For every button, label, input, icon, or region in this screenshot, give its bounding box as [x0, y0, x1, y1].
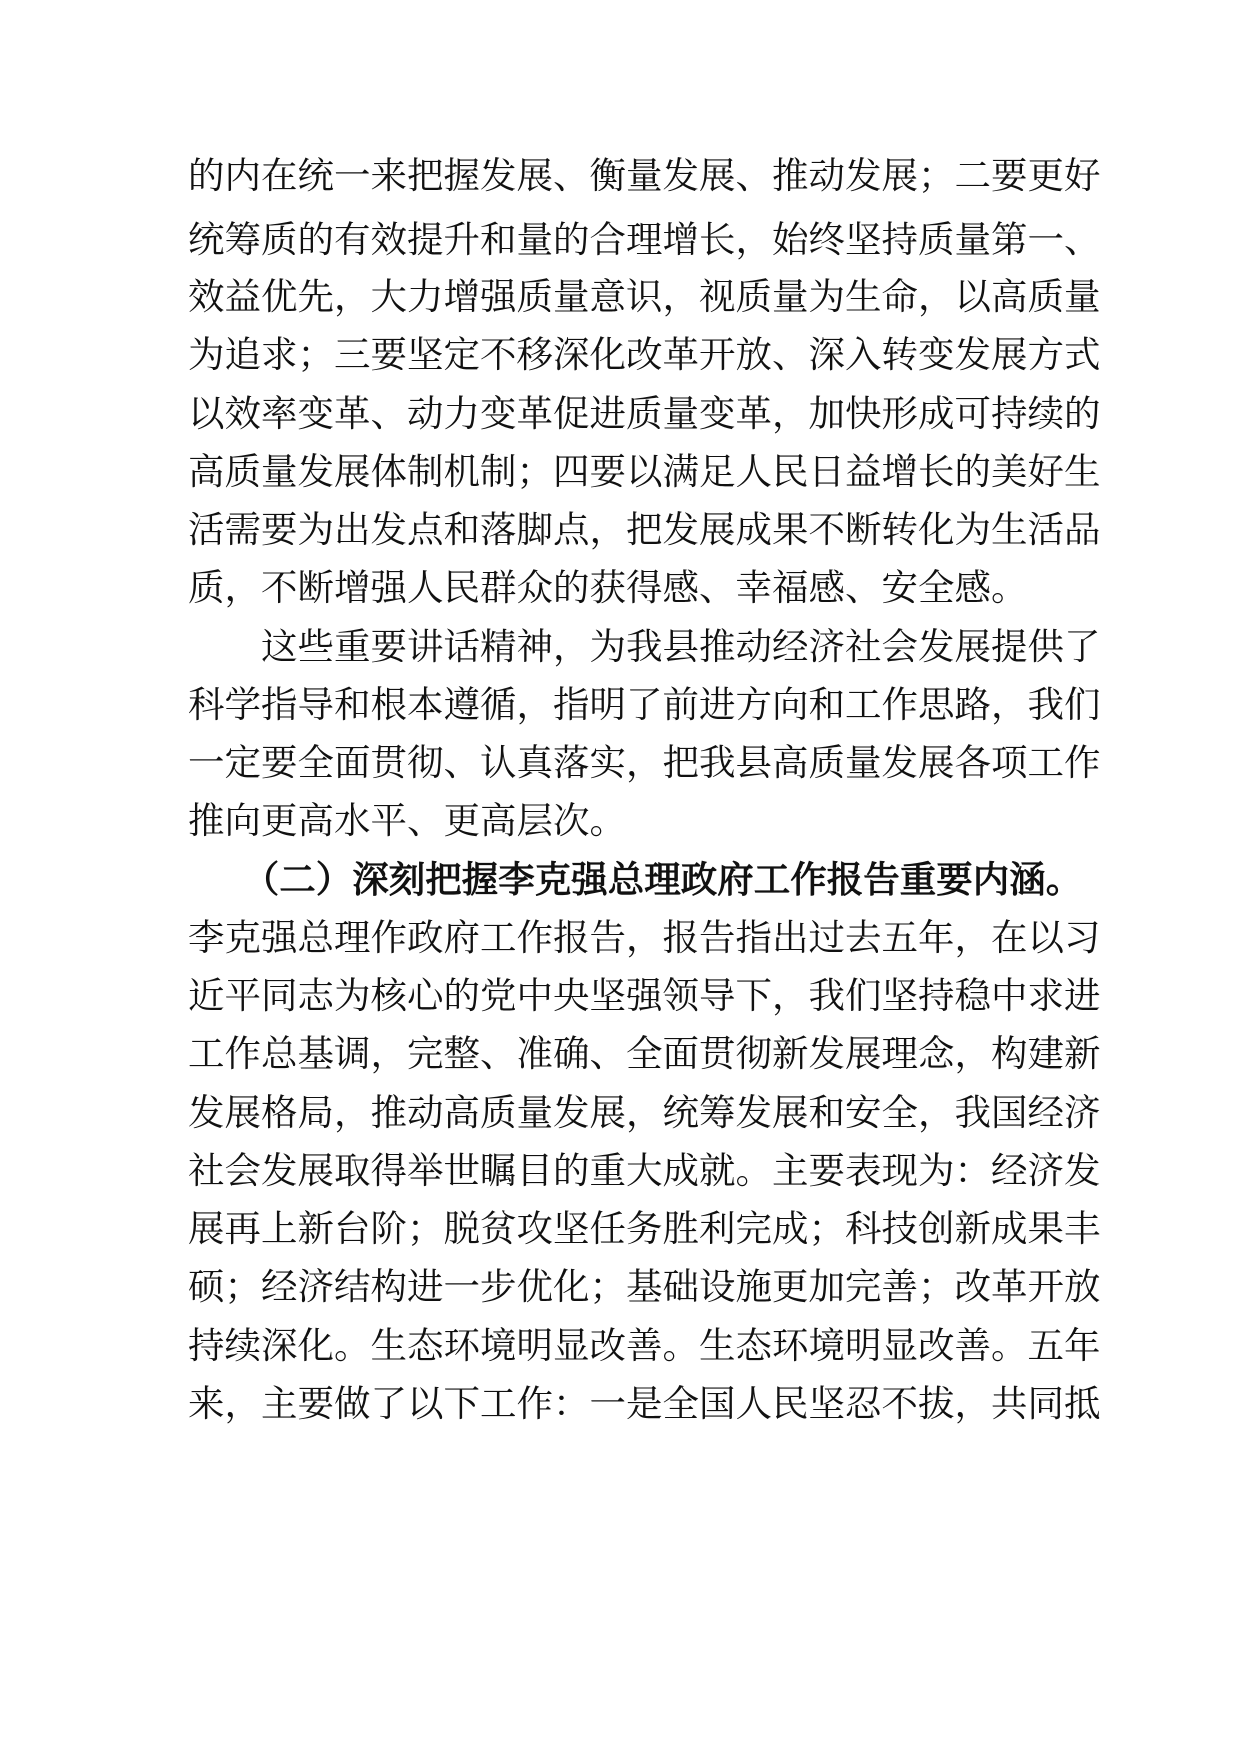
text-line: 一定要全面贯彻、认真落实，把我县高质量发展各项工作 — [188, 741, 1101, 784]
text-line: 的内在统一来把握发展、衡量发展、推动发展；二要更好 — [188, 154, 1101, 197]
section-heading: （二）深刻把握李克强总理政府工作报告重要内涵。 — [188, 858, 1083, 901]
text-line: 统筹质的有效提升和量的合理增长，始终坚持质量第一、 — [188, 218, 1101, 261]
text-line: 李克强总理作政府工作报告，报告指出过去五年，在以习 — [188, 916, 1101, 959]
text-line: 硕；经济结构进一步优化；基础设施更加完善；改革开放 — [188, 1265, 1101, 1308]
text-line: 活需要为出发点和落脚点，把发展成果不断转化为生活品 — [188, 508, 1101, 551]
text-line: 近平同志为核心的党中央坚强领导下，我们坚持稳中求进 — [188, 974, 1101, 1017]
text-line: 持续深化。生态环境明显改善。生态环境明显改善。五年 — [188, 1324, 1101, 1367]
text-line: 社会发展取得举世瞩目的重大成就。主要表现为：经济发 — [188, 1149, 1101, 1192]
text-line: 科学指导和根本遵循，指明了前进方向和工作思路，我们 — [188, 683, 1101, 726]
text-line: 展再上新台阶；脱贫攻坚任务胜利完成；科技创新成果丰 — [188, 1207, 1101, 1250]
text-line: 以效率变革、动力变革促进质量变革，加快形成可持续的 — [188, 392, 1101, 435]
text-line: 推向更高水平、更高层次。 — [188, 799, 626, 842]
text-line: 质，不断增强人民群众的获得感、幸福感、安全感。 — [188, 566, 1028, 609]
text-line: 来，主要做了以下工作：一是全国人民坚忍不拔，共同抵 — [188, 1382, 1101, 1425]
text-line: 为追求；三要坚定不移深化改革开放、深入转变发展方式 — [188, 333, 1101, 376]
text-line: 工作总基调，完整、准确、全面贯彻新发展理念，构建新 — [188, 1032, 1101, 1075]
paragraph-start-line: 这些重要讲话精神，为我县推动经济社会发展提供了 — [188, 625, 1101, 668]
text-line: 效益优先，大力增强质量意识，视质量为生命，以高质量 — [188, 275, 1101, 318]
text-line: 发展格局，推动高质量发展，统筹发展和安全，我国经济 — [188, 1091, 1101, 1134]
text-line: 高质量发展体制机制；四要以满足人民日益增长的美好生 — [188, 450, 1101, 493]
